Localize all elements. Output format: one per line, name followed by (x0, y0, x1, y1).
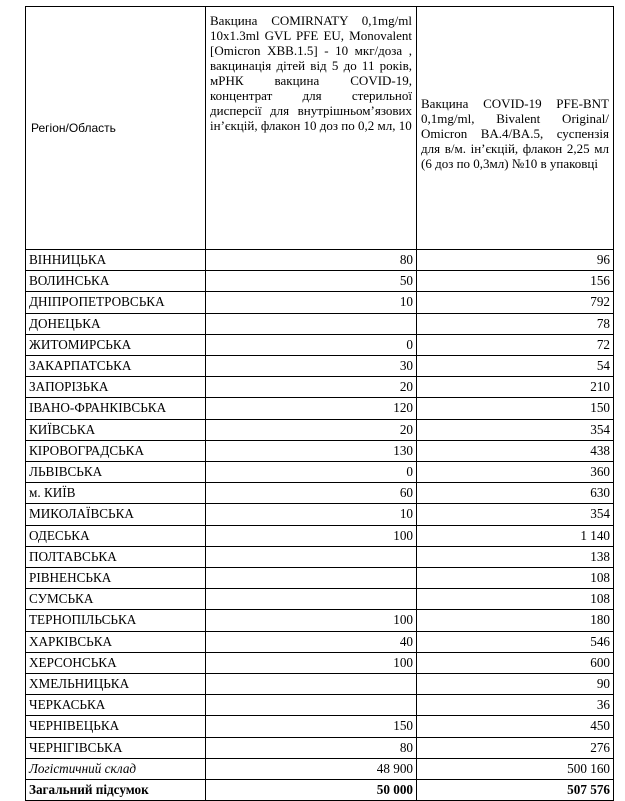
region-cell: МИКОЛАЇВСЬКА (26, 504, 206, 525)
vaccine1-cell: 40 (206, 631, 417, 652)
vaccine1-cell (206, 695, 417, 716)
table-row (26, 546, 614, 567)
region-cell: РІВНЕНСЬКА (26, 568, 206, 589)
region-cell: СУМСЬКА (26, 589, 206, 610)
vaccine1-cell (206, 546, 417, 567)
vaccine1-cell: 20 (206, 377, 417, 398)
vaccine2-cell: 600 (417, 652, 614, 673)
vaccine1-cell: 10 (206, 504, 417, 525)
table-row (26, 398, 614, 419)
region-cell: КИЇВСЬКА (26, 419, 206, 440)
logistics-vaccine1-cell: 48 900 (206, 758, 417, 779)
region-cell: ПОЛТАВСЬКА (26, 546, 206, 567)
vaccine1-cell: 30 (206, 356, 417, 377)
vaccine2-cell: 78 (417, 313, 614, 334)
table-row (26, 356, 614, 377)
vaccine1-cell: 100 (206, 525, 417, 546)
region-cell: ЧЕРНІГІВСЬКА (26, 737, 206, 758)
region-cell: ОДЕСЬКА (26, 525, 206, 546)
vaccine1-cell: 120 (206, 398, 417, 419)
vaccine1-cell: 100 (206, 610, 417, 631)
region-cell: ЖИТОМИРСЬКА (26, 334, 206, 355)
region-cell: ЛЬВІВСЬКА (26, 462, 206, 483)
table-row (26, 462, 614, 483)
table-row (26, 737, 614, 758)
region-cell: ТЕРНОПІЛЬСЬКА (26, 610, 206, 631)
region-cell: м. КИЇВ (26, 483, 206, 504)
vaccine2-cell: 96 (417, 250, 614, 271)
logistics-row (26, 758, 614, 779)
vaccine1-cell: 50 (206, 271, 417, 292)
region-cell: ЧЕРНІВЕЦЬКА (26, 716, 206, 737)
vaccine2-cell: 546 (417, 631, 614, 652)
vaccine2-cell: 90 (417, 674, 614, 695)
vaccine1-cell: 0 (206, 462, 417, 483)
region-cell: ХЕРСОНСЬКА (26, 652, 206, 673)
vaccine2-cell: 354 (417, 504, 614, 525)
table-row (26, 716, 614, 737)
region-cell: ДНІПРОПЕТРОВСЬКА (26, 292, 206, 313)
region-cell: КІРОВОГРАДСЬКА (26, 440, 206, 461)
vaccine1-cell: 60 (206, 483, 417, 504)
vaccine1-cell: 150 (206, 716, 417, 737)
header-vaccine-comirnaty: Вакцина COMIRNATY 0,1mg/ml 10x1.3ml GVL PFE EU, Monovalent [Omicron XBB.1.5] - 10 мкг/доза , вакцинація дітей від 5 до 11 років, мРНК вакцина COVID-19, концентрат для стерильної дисперсії для внутрішньом’язових ін’єкцій, флакон 10 доз по 0,2 мл, 10 (206, 7, 417, 250)
table-body (26, 250, 614, 801)
region-cell: ІВАНО-ФРАНКІВСЬКА (26, 398, 206, 419)
total-row (26, 780, 614, 801)
table-row (26, 440, 614, 461)
vaccine2-cell: 276 (417, 737, 614, 758)
vaccine2-cell: 792 (417, 292, 614, 313)
table-row (26, 695, 614, 716)
header-vaccine-pfe-bnt: Вакцина COVID-19 PFE-BNT 0,1mg/ml, Bivalent Original/ Omicron BA.4/BA.5, суспензія для в/м. ін’єкцій, флакон 2,25 мл (6 доз по 0,3мл) №10 в упаковці (417, 7, 614, 250)
region-cell: ХМЕЛЬНИЦЬКА (26, 674, 206, 695)
vaccine1-cell (206, 589, 417, 610)
vaccine2-cell: 1 140 (417, 525, 614, 546)
total-region-cell: Загальний підсумок (26, 780, 206, 801)
vaccine2-cell: 156 (417, 271, 614, 292)
vaccine1-cell: 20 (206, 419, 417, 440)
table-row (26, 419, 614, 440)
table-row (26, 271, 614, 292)
vaccine2-cell: 438 (417, 440, 614, 461)
table-row (26, 674, 614, 695)
region-cell: ДОНЕЦЬКА (26, 313, 206, 334)
header-row (26, 7, 614, 250)
vaccine1-cell (206, 674, 417, 695)
region-cell: ЗАПОРІЗЬКА (26, 377, 206, 398)
table-row (26, 652, 614, 673)
vaccine2-cell: 138 (417, 546, 614, 567)
vaccine-distribution-sheet (25, 6, 614, 801)
vaccine-distribution-table (25, 6, 614, 801)
table-row (26, 610, 614, 631)
vaccine2-cell: 150 (417, 398, 614, 419)
table-row (26, 504, 614, 525)
vaccine2-cell: 108 (417, 568, 614, 589)
region-cell: ЧЕРКАСЬКА (26, 695, 206, 716)
vaccine1-cell: 100 (206, 652, 417, 673)
table-row (26, 525, 614, 546)
vaccine2-cell: 36 (417, 695, 614, 716)
vaccine1-cell: 80 (206, 250, 417, 271)
header-region: Регіон/Область (26, 7, 206, 250)
vaccine1-cell: 10 (206, 292, 417, 313)
vaccine2-cell: 72 (417, 334, 614, 355)
vaccine1-cell: 0 (206, 334, 417, 355)
region-cell: ВІННИЦЬКА (26, 250, 206, 271)
vaccine2-cell: 180 (417, 610, 614, 631)
vaccine2-cell: 54 (417, 356, 614, 377)
region-cell: ЗАКАРПАТСЬКА (26, 356, 206, 377)
vaccine2-cell: 354 (417, 419, 614, 440)
table-row (26, 334, 614, 355)
vaccine1-cell (206, 568, 417, 589)
vaccine1-cell: 130 (206, 440, 417, 461)
table-row (26, 313, 614, 334)
vaccine2-cell: 450 (417, 716, 614, 737)
region-cell: ВОЛИНСЬКА (26, 271, 206, 292)
table-row (26, 589, 614, 610)
logistics-vaccine2-cell: 500 160 (417, 758, 614, 779)
vaccine2-cell: 210 (417, 377, 614, 398)
vaccine1-cell: 80 (206, 737, 417, 758)
vaccine2-cell: 360 (417, 462, 614, 483)
table-header (26, 7, 614, 250)
vaccine1-cell (206, 313, 417, 334)
table-row (26, 568, 614, 589)
table-row (26, 377, 614, 398)
table-row (26, 292, 614, 313)
table-row (26, 483, 614, 504)
total-vaccine2-cell: 507 576 (417, 780, 614, 801)
vaccine2-cell: 630 (417, 483, 614, 504)
table-row (26, 631, 614, 652)
total-vaccine1-cell: 50 000 (206, 780, 417, 801)
vaccine2-cell: 108 (417, 589, 614, 610)
table-row (26, 250, 614, 271)
logistics-region-cell: Логістичний склад (26, 758, 206, 779)
region-cell: ХАРКІВСЬКА (26, 631, 206, 652)
